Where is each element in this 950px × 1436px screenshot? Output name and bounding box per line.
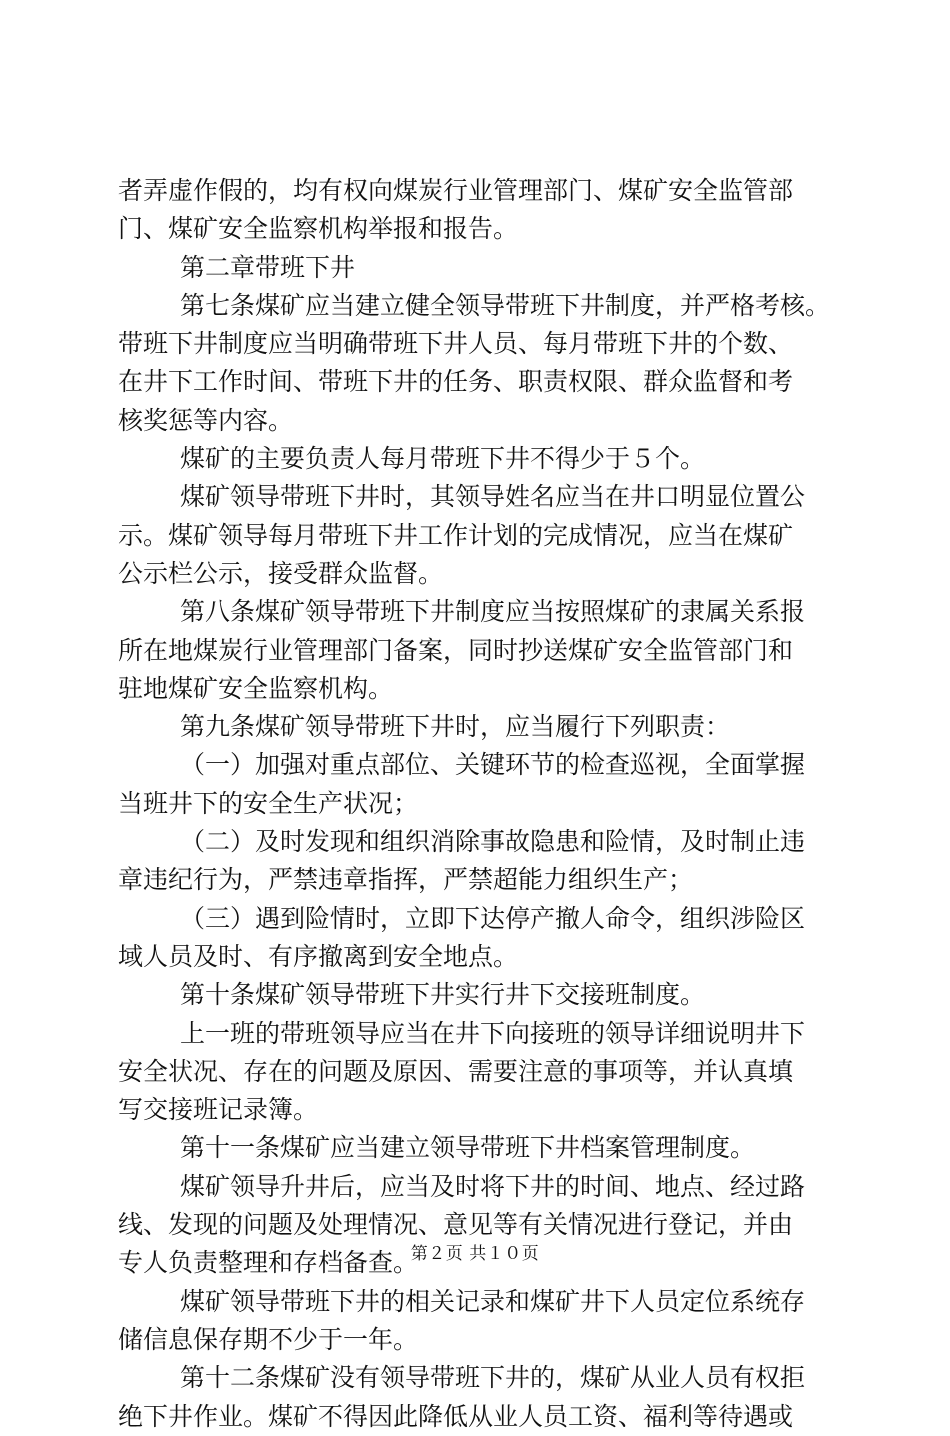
- text-line: 上一班的带班领导应当在井下向接班的领导详细说明井下: [180, 1018, 806, 1048]
- text-line: 核奖惩等内容。: [118, 405, 294, 435]
- text-line: 第八条煤矿领导带班下井制度应当按照煤矿的隶属关系报: [180, 597, 806, 627]
- text-line: 绝下井作业。煤矿不得因此降低从业人员工资、福利等待遇或: [118, 1401, 794, 1431]
- text-line: 煤矿的主要负责人每月带班下井不得少于５个。: [180, 444, 706, 474]
- text-line: 者弄虚作假的，均有权向煤炭行业管理部门、煤矿安全监管部: [118, 176, 794, 205]
- text-line: 章违纪行为，严禁违章指挥，严禁超能力组织生产；: [118, 865, 694, 895]
- text-line: 示。煤矿领导每月带班下井工作计划的完成情况，应当在煤矿: [118, 520, 794, 550]
- text-line: 线、发现的问题及处理情况、意见等有关情况进行登记，并由: [118, 1210, 794, 1240]
- chapter-heading: 第二章带班下井: [180, 252, 356, 282]
- text-line: 煤矿领导升井后，应当及时将下井的时间、地点、经过路: [180, 1171, 806, 1201]
- text-line: 公示栏公示，接受群众监督。: [118, 558, 444, 588]
- text-line: 煤矿领导带班下井的相关记录和煤矿井下人员定位系统存: [180, 1286, 806, 1316]
- text-line: 带班下井制度应当明确带班下井人员、每月带班下井的个数、: [118, 329, 794, 359]
- page-number-footer: 第２页 共１０页: [410, 1244, 540, 1264]
- text-line: 当班井下的安全生产状况；: [118, 788, 419, 818]
- text-line: 所在地煤炭行业管理部门备案，同时抄送煤矿安全监管部门和: [118, 635, 794, 665]
- text-line: （二）及时发现和组织消除事故隐患和险情，及时制止违: [180, 827, 806, 857]
- text-line: 专人负责整理和存档备查。: [118, 1248, 419, 1278]
- text-line: 第十条煤矿领导带班下井实行井下交接班制度。: [180, 980, 706, 1010]
- text-line: 在井下工作时间、带班下井的任务、职责权限、群众监督和考: [118, 367, 794, 397]
- text-line: 门、煤矿安全监察机构举报和报告。: [118, 214, 519, 244]
- text-line: 第九条煤矿领导带班下井时，应当履行下列职责：: [180, 712, 731, 742]
- text-line: 第七条煤矿应当建立健全领导带班下井制度，并严格考核。: [180, 290, 831, 320]
- text-line: 第十二条煤矿没有领导带班下井的，煤矿从业人员有权拒: [180, 1363, 806, 1393]
- text-line: （一）加强对重点部位、关键环节的检查巡视，全面掌握: [180, 750, 806, 780]
- text-line: 写交接班记录簿。: [118, 1095, 319, 1125]
- text-line: 域人员及时、有序撤离到安全地点。: [118, 941, 519, 971]
- text-line: 煤矿领导带班下井时，其领导姓名应当在井口明显位置公: [180, 482, 806, 512]
- text-line: 驻地煤矿安全监察机构。: [118, 673, 394, 703]
- text-line: 第十一条煤矿应当建立领导带班下井档案管理制度。: [180, 1133, 756, 1163]
- text-line: 储信息保存期不少于一年。: [118, 1324, 419, 1354]
- text-line: （三）遇到险情时，立即下达停产撤人命令，组织涉险区: [180, 903, 806, 933]
- text-line: 安全状况、存在的问题及原因、需要注意的事项等，并认真填: [118, 1056, 794, 1086]
